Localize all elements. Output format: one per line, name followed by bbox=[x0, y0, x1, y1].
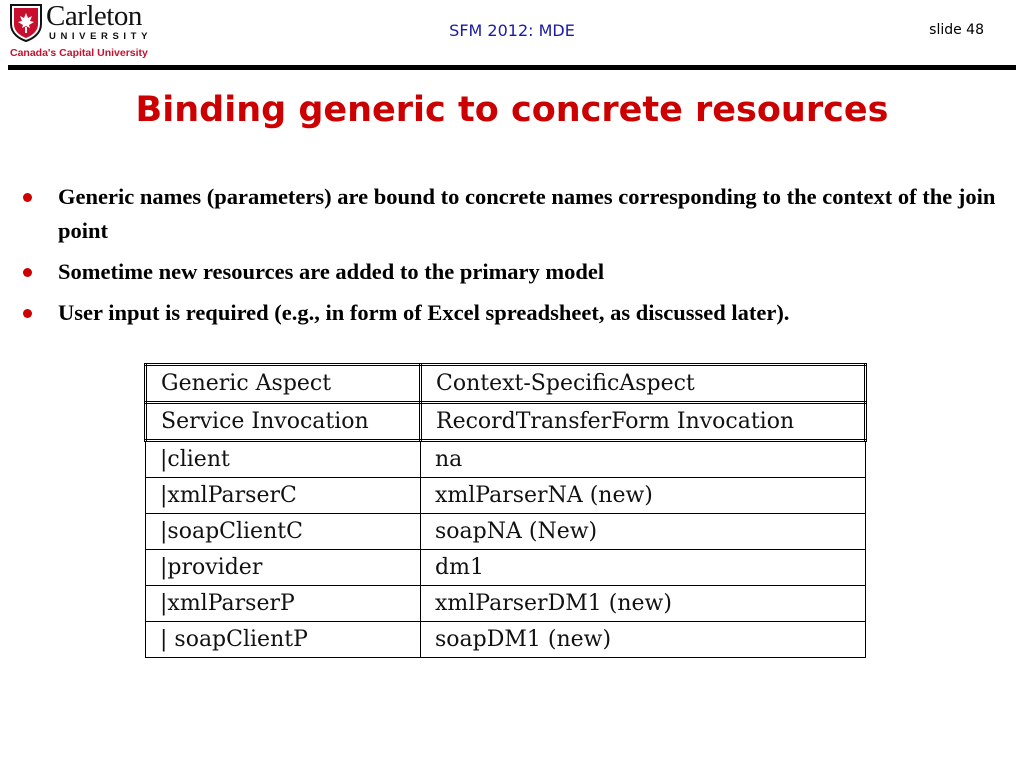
bullet-dot-icon bbox=[23, 309, 32, 318]
header-divider bbox=[8, 65, 1016, 70]
table-cell: |soapClientC bbox=[146, 514, 421, 550]
table-cell: |client bbox=[146, 441, 421, 478]
table-cell: xmlParserNA (new) bbox=[421, 478, 866, 514]
table-row bbox=[146, 622, 866, 658]
table-row bbox=[146, 441, 866, 478]
logo-name: Carleton bbox=[46, 0, 142, 32]
table-cell: |xmlParserP bbox=[146, 586, 421, 622]
table-row bbox=[146, 514, 866, 550]
bullet-item bbox=[18, 180, 1008, 248]
slide-title: Binding generic to concrete resources bbox=[135, 90, 889, 130]
table-cell: xmlParserDM1 (new) bbox=[421, 586, 866, 622]
table-header-cell: Generic Aspect bbox=[146, 365, 421, 403]
slide-number: slide 48 bbox=[929, 22, 984, 38]
bullet-item bbox=[18, 296, 1008, 330]
table-row bbox=[146, 478, 866, 514]
bullet-dot-icon bbox=[23, 268, 32, 277]
bullet-dot-icon bbox=[23, 193, 32, 202]
course-header: SFM 2012: MDE bbox=[449, 21, 575, 40]
table-cell: soapNA (New) bbox=[421, 514, 866, 550]
table-cell: soapDM1 (new) bbox=[421, 622, 866, 658]
binding-table bbox=[144, 363, 867, 658]
table-header-row bbox=[146, 403, 866, 441]
logo-tagline: Canada's Capital University bbox=[10, 47, 148, 59]
table-cell: | soapClientP bbox=[146, 622, 421, 658]
bullet-item bbox=[18, 255, 1008, 289]
table-row bbox=[146, 586, 866, 622]
bullet-text: User input is required (e.g., in form of Excel spreadsheet, as discussed later). bbox=[58, 300, 790, 325]
table-header-cell: Service Invocation bbox=[146, 403, 421, 441]
bullet-list bbox=[18, 180, 1008, 337]
table-row bbox=[146, 550, 866, 586]
table-cell: |xmlParserC bbox=[146, 478, 421, 514]
table-cell: dm1 bbox=[421, 550, 866, 586]
bullet-text: Sometime new resources are added to the primary model bbox=[58, 259, 605, 284]
table-cell: |provider bbox=[146, 550, 421, 586]
table-header-row bbox=[146, 365, 866, 403]
table-cell: na bbox=[421, 441, 866, 478]
logo-university: UNIVERSITY bbox=[49, 31, 153, 42]
table-header-cell: Context-SpecificAspect bbox=[421, 365, 866, 403]
table-header-cell: RecordTransferForm Invocation bbox=[421, 403, 866, 441]
bullet-text: Generic names (parameters) are bound to concrete names corresponding to the context of the join point bbox=[58, 184, 996, 243]
